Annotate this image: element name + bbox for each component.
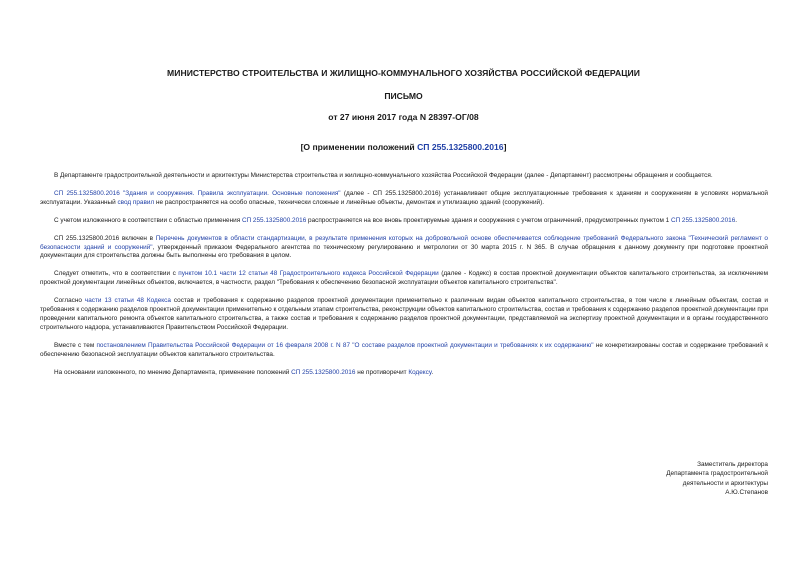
paragraph-7 bbox=[40, 342, 768, 360]
document-subject bbox=[0, 142, 807, 152]
signature-block bbox=[666, 460, 768, 498]
paragraph-2-text-2: не распространяется на особо опасные, технически сложные и линейные объекты, демонтаж и утилизацию зданий (сооружений). bbox=[154, 198, 544, 206]
paragraph-5 bbox=[40, 270, 768, 288]
subject-prefix: [О применении положений bbox=[300, 142, 418, 152]
paragraph-2-link-2[interactable]: свод правил bbox=[117, 198, 155, 206]
letter-body bbox=[40, 172, 768, 387]
paragraph-4-text-2: , утвержденный приказом Федерального агентства по техническому регулированию и метрологии от 30 марта 2015 г. N 365. В случае обращения к данному документу при подготовке проектной документации для строительства должны быть выполнены его требования в целом. bbox=[40, 243, 768, 260]
paragraph-5-text-1: Следует отметить, что в соответствии с bbox=[54, 270, 179, 278]
document-type: ПИСЬМО bbox=[384, 91, 423, 101]
paragraph-2 bbox=[40, 190, 768, 208]
paragraph-3 bbox=[40, 217, 768, 226]
signature-name: А.Ю.Степанов bbox=[725, 489, 768, 497]
paragraph-8-text-3: . bbox=[431, 368, 434, 376]
paragraph-5-link-1[interactable]: пунктом 10.1 части 12 статьи 48 Градостроительного кодекса Российской Федерации bbox=[178, 270, 439, 278]
paragraph-3-text-1: С учетом изложенного в соответствии с областью применения bbox=[54, 216, 242, 224]
signature-position: Заместитель директора bbox=[697, 461, 768, 468]
paragraph-6-link-1[interactable]: части 13 статьи 48 Кодекса bbox=[84, 297, 171, 305]
subject-suffix: ] bbox=[503, 142, 507, 152]
signature-department-continued: деятельности и архитектуры bbox=[682, 479, 768, 487]
paragraph-2-link-1[interactable]: СП 255.1325800.2016 "Здания и сооружения. Правила эксплуатации. Основные положения" bbox=[54, 189, 341, 197]
paragraph-8-link-1[interactable]: СП 255.1325800.2016 bbox=[291, 368, 356, 376]
paragraph-4 bbox=[40, 235, 768, 262]
ministry-heading: МИНИСТЕРСТВО СТРОИТЕЛЬСТВА И ЖИЛИЩНО-КОММУНАЛЬНОГО ХОЗЯЙСТВА РОССИЙСКОЙ ФЕДЕРАЦИИ bbox=[167, 68, 640, 78]
paragraph-4-link-1[interactable]: Перечень документов в области стандартизации, в результате применения которых на добровольной основе обеспечивается соблюдение требований Федерального закона "Технический регламент о безопасности зданий и сооружений" bbox=[40, 234, 768, 251]
paragraph-5-text-2: (далее - Кодекс) в состав проектной документации объектов капитального строительства, за исключением проектной документации линейных объектов, включается, в частности, раздел "Требования к обеспечению безопасной эксплуатации объектов капитального строительства". bbox=[40, 270, 768, 287]
paragraph-1: В Департаменте градостроительной деятельности и архитектуры Министерства строительства и жилищно-коммунального хозяйства Российской Федерации (далее - Департамент) рассмотрены обращения и сообщается. bbox=[54, 172, 713, 179]
paragraph-8 bbox=[40, 369, 768, 378]
subject-link[interactable]: СП 255.1325800.2016 bbox=[417, 142, 504, 152]
paragraph-7-text-2: не конкретизированы состав и содержание требований к обеспечению безопасной эксплуатации объектов капитального строительства. bbox=[40, 341, 768, 358]
paragraph-3-text-3: . bbox=[735, 216, 738, 224]
paragraph-7-link-1[interactable]: постановлением Правительства Российской Федерации от 16 февраля 2008 г. N 87 "О составе разделов проектной документации и требованиях к их содержанию" bbox=[96, 341, 594, 349]
paragraph-3-text-2: распространяется на все вновь проектируемые здания и сооружения с учетом ограничений, предусмотренных пунктом 1 bbox=[306, 216, 671, 224]
paragraph-8-text-2: не противоречит bbox=[355, 368, 409, 376]
paragraph-6-text-2: состав и требования к содержанию разделов проектной документации применительно к различным видам объектов капитального строительства, в том числе к линейным объектам, состав и требования к содержанию разделов проектной документации применительно к отдельным этапам строительства, реконструкции объектов капитального строительства, состав и требования к содержанию разделов проектной документации при проведении капитального ремонта объектов капитального строительства, а также состав и требования к содержанию разделов проектной документации, представляемой на экспертизу проектной документации и в органы государственного строительного надзора, устанавливаются Правительством Российской Федерации. bbox=[40, 297, 768, 331]
paragraph-6-text-1: Согласно bbox=[54, 297, 85, 305]
paragraph-7-text-1: Вместе с тем bbox=[54, 341, 97, 349]
paragraph-8-link-2[interactable]: Кодексу bbox=[408, 368, 432, 376]
paragraph-6 bbox=[40, 297, 768, 333]
paragraph-2-text-1: (далее - СП 255.1325800.2016) устанавливает общие эксплуатационные требования к зданиям и сооружениям в условиях нормальной эксплуатации. Указанный bbox=[40, 189, 768, 206]
paragraph-3-link-2[interactable]: СП 255.1325800.2016 bbox=[670, 216, 736, 224]
paragraph-3-link-1[interactable]: СП 255.1325800.2016 bbox=[241, 216, 307, 224]
document-date: от 27 июня 2017 года N 28397-ОГ/08 bbox=[328, 112, 479, 122]
paragraph-8-text-1: На основании изложенного, по мнению Департамента, применение положений bbox=[54, 368, 292, 376]
signature-department: Департамента градостроительной bbox=[666, 470, 768, 478]
paragraph-4-text-1: СП 255.1325800.2016 включен в bbox=[54, 234, 156, 242]
